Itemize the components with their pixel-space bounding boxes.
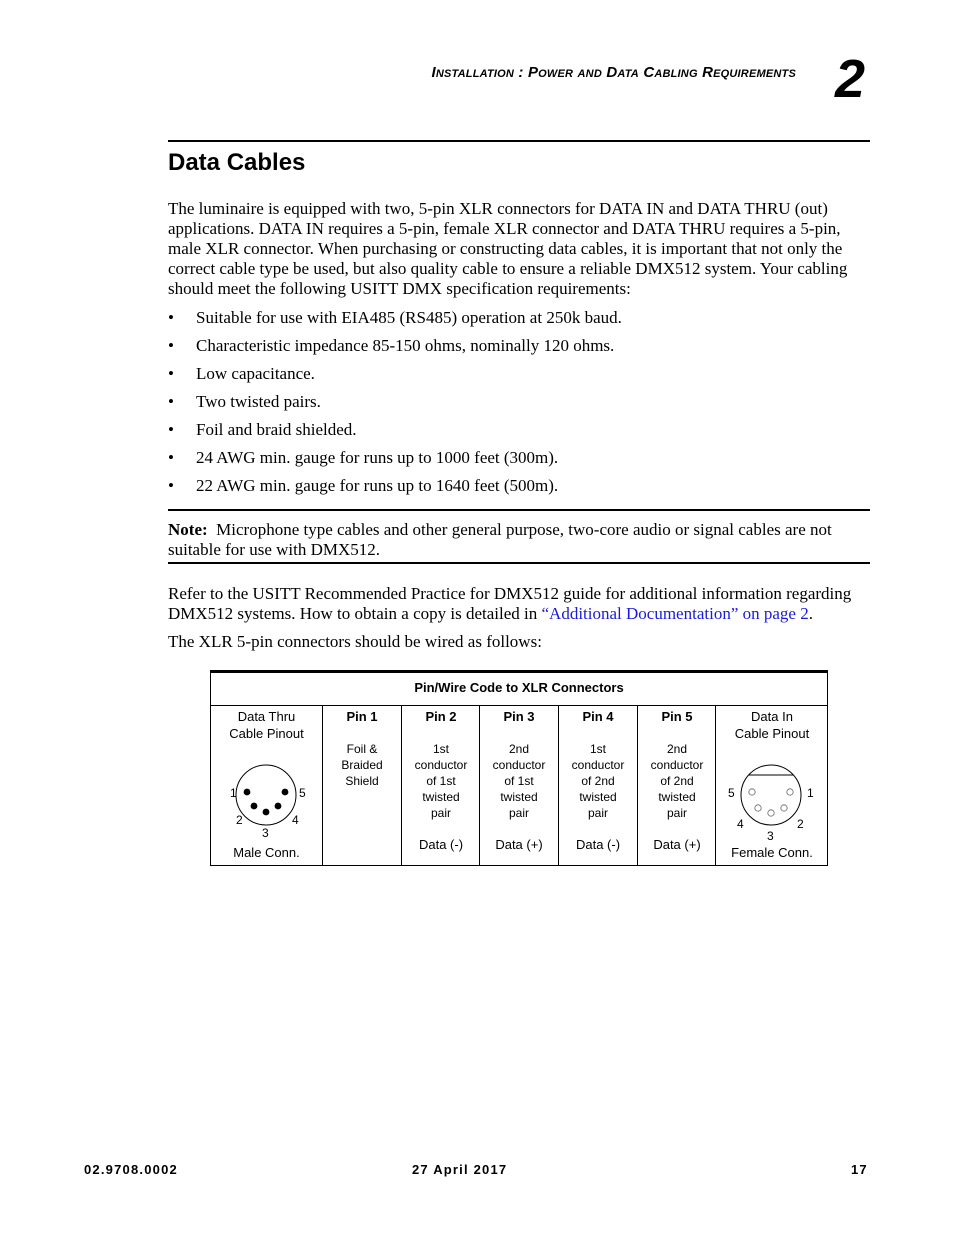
data-thru-label: Data Thru <box>237 709 296 724</box>
pin-header: Pin 3 <box>503 709 535 724</box>
bullet-icon: • <box>168 336 174 355</box>
pin-header: Pin 5 <box>661 709 693 724</box>
list-item-text: 24 AWG min. gauge for runs up to 1000 feet (300m). <box>196 448 559 467</box>
pin-dot <box>275 803 282 810</box>
cable-pinout-label: Cable Pinout <box>229 726 304 741</box>
list-item-text: Foil and braid shielded. <box>196 420 357 439</box>
requirements-list <box>168 308 868 504</box>
male-conn-label: Male Conn. <box>233 845 300 860</box>
list-item-text: Suitable for use with EIA485 (RS485) operation at 250k baud. <box>196 308 622 327</box>
bullet-icon: • <box>168 308 174 327</box>
bullet-icon: • <box>168 392 174 411</box>
list-item <box>168 308 868 336</box>
list-item <box>168 336 868 364</box>
additional-documentation-link[interactable]: “Additional Documentation” on page 2 <box>541 604 809 623</box>
female-conn-label: Female Conn. <box>731 845 813 860</box>
pin-5-column <box>637 706 716 865</box>
table-title: Pin/Wire Code to XLR Connectors <box>211 673 827 706</box>
pin-dot <box>251 803 258 810</box>
list-item <box>168 476 868 504</box>
pin-socket <box>755 805 761 811</box>
pin-3-column <box>479 706 558 865</box>
bullet-icon: • <box>168 364 174 383</box>
pin-label: 1 <box>230 786 237 800</box>
pin-socket <box>749 789 755 795</box>
connector-outline <box>236 765 296 825</box>
pin-label: 3 <box>262 826 269 840</box>
running-head: Installation : Power and Data Cabling Requirements <box>431 64 796 81</box>
pin-signal: Data (+) <box>495 837 543 852</box>
pin-label: 2 <box>236 813 243 827</box>
pin-description: 2nd conductor of 2nd twisted pair <box>650 742 704 820</box>
pin-description: 1st conductor of 1st twisted pair <box>414 742 468 820</box>
list-item <box>168 364 868 392</box>
male-xlr-connector-icon <box>211 706 322 846</box>
pin-socket <box>781 805 787 811</box>
pin-description: 1st conductor of 2nd twisted pair <box>571 742 625 820</box>
pin-dot <box>282 789 289 796</box>
pin-4-column <box>558 706 637 865</box>
bullet-icon: • <box>168 448 174 467</box>
note-rule-top <box>168 509 870 511</box>
pin-socket <box>787 789 793 795</box>
note-rule-bottom <box>168 562 870 564</box>
pin-label: 2 <box>797 817 804 831</box>
bullet-icon: • <box>168 476 174 495</box>
pin-header: Pin 2 <box>425 709 457 724</box>
pin-dot <box>244 789 251 796</box>
pin-2-column <box>401 706 480 865</box>
pin-signal: Data (+) <box>653 837 701 852</box>
note-label: Note: <box>168 520 208 539</box>
pin-signal: Data (-) <box>575 837 621 852</box>
chapter-number: 2 <box>835 49 866 109</box>
list-item <box>168 448 868 476</box>
refer-text: Refer to the USITT Recommended Practice for DMX512 guide for additional information regarding DMX512 systems. How to obtain a copy is detailed in <box>168 584 852 623</box>
pin-label: 1 <box>807 786 814 800</box>
pin-description: 2nd conductor of 1st twisted pair <box>492 742 546 820</box>
list-item-text: Two twisted pairs. <box>196 392 321 411</box>
wiring-intro: The XLR 5-pin connectors should be wired as follows: <box>168 632 542 651</box>
note-text: Microphone type cables and other general purpose, two-core audio or signal cables are not suitable for use with DMX512. <box>168 520 832 559</box>
list-item-text: Characteristic impedance 85-150 ohms, nominally 120 ohms. <box>196 336 615 355</box>
pin-label: 4 <box>292 813 299 827</box>
header-rule <box>168 140 870 142</box>
pin-description: Foil & Braided Shield <box>341 742 383 788</box>
refer-paragraph <box>168 584 868 624</box>
pin-header: Pin 1 <box>346 709 378 724</box>
bullet-icon: • <box>168 420 174 439</box>
xlr-pin-table <box>210 670 828 866</box>
list-item <box>168 420 868 448</box>
pin-label: 5 <box>299 786 306 800</box>
data-in-label: Data In <box>751 709 793 724</box>
refer-text-end: . <box>808 604 813 623</box>
intro-paragraph: The luminaire is equipped with two, 5-pin XLR connectors for DATA IN and DATA THRU (out) applications. DATA IN requires a 5-pin, female XLR connector and DATA THRU requires a 5-pin, male XLR connector. When purchasing or constructing data cables, it is important that not only the correct cable type be used, but also quality cable to ensure a reliable DMX512 system. Your cabling should meet the following USITT DMX specification requirements: <box>168 199 848 298</box>
pin-label: 3 <box>767 829 774 843</box>
pin-dot <box>263 809 270 816</box>
pin-label: 5 <box>728 786 735 800</box>
note-block <box>168 520 868 560</box>
list-item <box>168 392 868 420</box>
document-number: 02.9708.0002 <box>84 1162 178 1177</box>
page-number: 17 <box>851 1162 868 1177</box>
section-title: Data Cables <box>168 149 306 176</box>
data-in-column <box>715 706 828 865</box>
pin-1-column <box>322 706 401 865</box>
list-item-text: Low capacitance. <box>196 364 315 383</box>
list-item-text: 22 AWG min. gauge for runs up to 1640 feet (500m). <box>196 476 559 495</box>
document-date: 27 April 2017 <box>412 1162 508 1177</box>
cable-pinout-label: Cable Pinout <box>734 726 810 741</box>
pin-label: 4 <box>737 817 744 831</box>
data-thru-column <box>211 706 322 865</box>
pin-header: Pin 4 <box>582 709 614 724</box>
pin-socket <box>768 810 774 816</box>
pin-signal: Data (-) <box>418 837 464 852</box>
female-xlr-connector-icon <box>716 706 828 846</box>
